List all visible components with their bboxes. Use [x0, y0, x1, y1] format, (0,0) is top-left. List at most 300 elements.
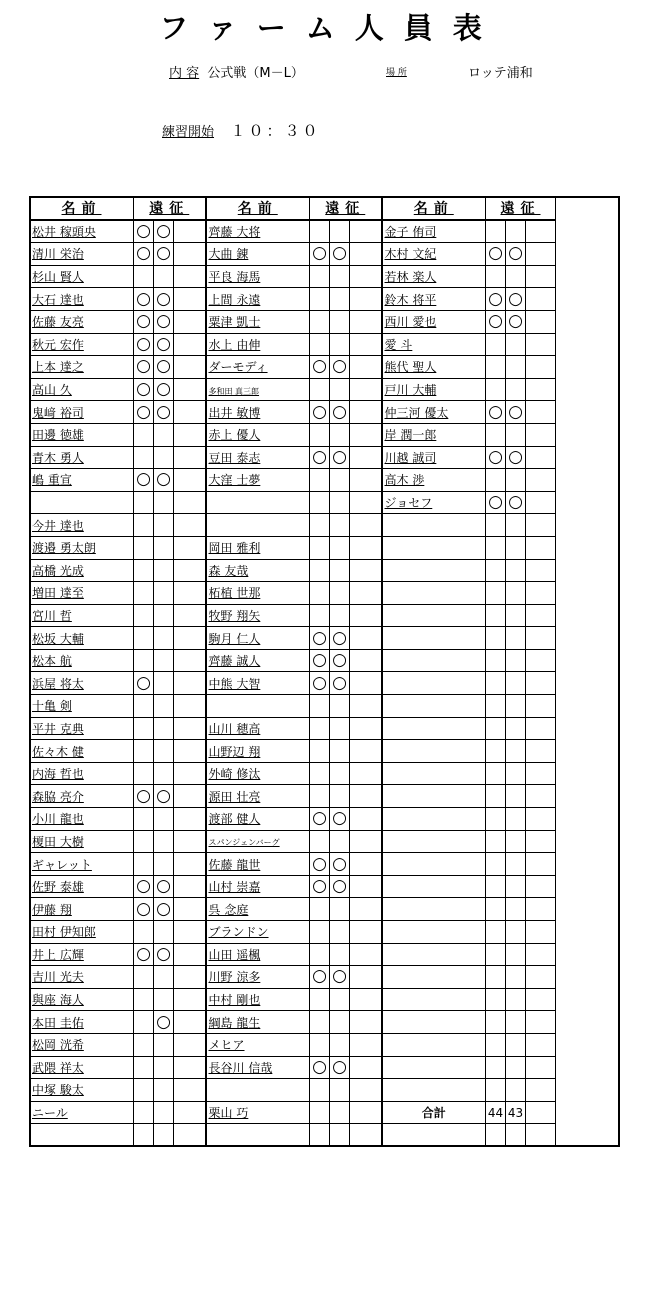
trip-blank — [350, 740, 382, 763]
start-label: 練習開始 — [162, 125, 215, 140]
player-name — [382, 265, 486, 288]
table-row — [30, 582, 556, 605]
trip-blank — [526, 830, 556, 853]
trip-mark-2 — [506, 785, 526, 808]
trip-mark-2 — [330, 988, 350, 1011]
trip-mark-1: ○ — [310, 875, 330, 898]
player-name-text: 川越 誠司 — [384, 450, 437, 465]
trip-mark-1: ○ — [310, 853, 330, 876]
trip-blank — [174, 672, 206, 695]
player-name — [30, 695, 134, 718]
player-name — [382, 875, 486, 898]
player-name-text: 清川 栄治 — [32, 247, 84, 262]
trip-blank — [350, 446, 382, 469]
trip-blank — [350, 559, 382, 582]
player-name — [382, 423, 486, 446]
table-row — [30, 921, 556, 944]
trip-mark-1 — [310, 1033, 330, 1056]
player-name-text: 武隈 祥太 — [32, 1060, 84, 1075]
player-name-text: 田邊 徳雄 — [32, 428, 84, 443]
trip-mark-2 — [154, 853, 174, 876]
trip-mark-2: ○ — [154, 785, 174, 808]
trip-mark-1: ○ — [486, 310, 506, 333]
player-name-text: 高山 久 — [32, 383, 72, 398]
player-name-text: 小川 龍也 — [32, 812, 84, 827]
trip-blank — [174, 559, 206, 582]
trip-mark-2: ○ — [330, 649, 350, 672]
trip-blank — [350, 785, 382, 808]
trip-blank — [174, 943, 206, 966]
player-name — [382, 559, 486, 582]
player-name — [382, 1033, 486, 1056]
table-row — [30, 898, 556, 921]
trip-mark-2 — [506, 514, 526, 537]
player-name-text: 佐藤 龍世 — [208, 857, 261, 872]
player-name — [206, 898, 310, 921]
trip-mark-1 — [486, 423, 506, 446]
player-name — [30, 356, 134, 379]
trip-blank — [350, 423, 382, 446]
player-name-text: 綱島 龍生 — [208, 1015, 261, 1030]
trip-blank — [174, 310, 206, 333]
player-name — [382, 582, 486, 605]
trip-mark-1 — [310, 469, 330, 492]
player-name — [382, 310, 486, 333]
trip-mark-2 — [154, 966, 174, 989]
trip-blank — [174, 469, 206, 492]
empty-cell — [154, 1124, 174, 1147]
trip-mark-1 — [486, 649, 506, 672]
trip-mark-1: ○ — [310, 401, 330, 424]
player-name-text: 長谷川 信哉 — [208, 1060, 273, 1075]
trip-mark-2 — [506, 808, 526, 831]
trip-blank — [526, 808, 556, 831]
trip-mark-2 — [330, 785, 350, 808]
player-name-text: 川野 涼多 — [208, 970, 261, 985]
table-row — [30, 536, 556, 559]
player-name — [206, 875, 310, 898]
trip-mark-2 — [506, 988, 526, 1011]
player-name-text: 駒月 仁人 — [208, 631, 261, 646]
trip-mark-1 — [310, 762, 330, 785]
trip-mark-2 — [506, 875, 526, 898]
trip-mark-2 — [154, 265, 174, 288]
player-name-text: 與座 海人 — [32, 993, 84, 1008]
trip-blank — [174, 333, 206, 356]
player-name — [30, 378, 134, 401]
table-row-empty — [30, 1124, 556, 1147]
player-name — [30, 898, 134, 921]
trip-blank — [174, 988, 206, 1011]
trip-mark-2 — [154, 514, 174, 537]
trip-mark-2: ○ — [330, 672, 350, 695]
trip-blank — [350, 401, 382, 424]
player-name — [382, 717, 486, 740]
empty-cell — [330, 1124, 350, 1147]
player-name — [206, 423, 310, 446]
empty-cell — [526, 1124, 556, 1147]
trip-mark-1: ○ — [310, 649, 330, 672]
trip-mark-2 — [330, 220, 350, 243]
player-name-text: 岸 潤一郎 — [384, 428, 437, 443]
player-name-text: 木村 文紀 — [384, 247, 437, 262]
player-name — [382, 514, 486, 537]
player-name-text: 伊藤 翔 — [32, 902, 72, 917]
table-row — [30, 672, 556, 695]
trip-mark-1 — [486, 469, 506, 492]
trip-blank — [526, 243, 556, 266]
player-name — [206, 514, 310, 537]
trip-blank — [174, 491, 206, 514]
trip-mark-2 — [154, 762, 174, 785]
trip-mark-1 — [486, 582, 506, 605]
player-name — [382, 785, 486, 808]
player-name-text: 松本 航 — [32, 654, 72, 669]
player-name-text: 山村 崇嘉 — [208, 880, 261, 895]
player-name — [382, 898, 486, 921]
trip-mark-2 — [506, 469, 526, 492]
player-name — [206, 762, 310, 785]
trip-mark-1 — [486, 717, 506, 740]
trip-blank — [174, 514, 206, 537]
trip-mark-2 — [154, 740, 174, 763]
trip-mark-1 — [134, 491, 154, 514]
trip-blank — [174, 288, 206, 311]
trip-mark-2: ○ — [154, 898, 174, 921]
player-name — [30, 514, 134, 537]
trip-mark-1 — [486, 333, 506, 356]
trip-mark-1 — [134, 514, 154, 537]
trip-mark-2 — [330, 830, 350, 853]
trip-mark-2 — [506, 1079, 526, 1102]
trip-mark-2: ○ — [330, 1056, 350, 1079]
player-name — [30, 672, 134, 695]
trip-mark-1 — [310, 604, 330, 627]
trip-blank — [526, 921, 556, 944]
trip-mark-2 — [506, 604, 526, 627]
player-name — [206, 1079, 310, 1102]
trip-mark-1 — [310, 310, 330, 333]
trip-blank — [350, 310, 382, 333]
trip-mark-2: ○ — [330, 446, 350, 469]
player-name — [382, 808, 486, 831]
player-name — [30, 559, 134, 582]
trip-mark-2: ○ — [154, 943, 174, 966]
trip-blank — [350, 514, 382, 537]
trip-mark-2: ○ — [154, 1011, 174, 1034]
trip-mark-1: ○ — [310, 966, 330, 989]
empty-cell — [134, 1124, 154, 1147]
trip-mark-2 — [154, 1079, 174, 1102]
trip-mark-2 — [330, 559, 350, 582]
player-name-text: 松岡 洸希 — [32, 1038, 84, 1053]
trip-mark-1: ○ — [134, 898, 154, 921]
trip-blank — [526, 672, 556, 695]
player-name — [30, 265, 134, 288]
trip-mark-2 — [154, 695, 174, 718]
trip-blank — [350, 356, 382, 379]
trip-mark-1: ○ — [486, 243, 506, 266]
trip-blank — [174, 740, 206, 763]
player-name-text: 戸川 大輔 — [384, 383, 437, 398]
empty-cell — [506, 1124, 526, 1147]
player-name-text: 牧野 翔矢 — [208, 608, 261, 623]
trip-mark-2 — [154, 627, 174, 650]
trip-mark-2 — [154, 491, 174, 514]
trip-blank — [174, 378, 206, 401]
player-name — [206, 288, 310, 311]
trip-mark-2 — [506, 853, 526, 876]
trip-blank — [350, 988, 382, 1011]
player-name — [30, 604, 134, 627]
player-name — [382, 220, 486, 243]
table-row — [30, 423, 556, 446]
player-name — [30, 966, 134, 989]
trip-mark-1 — [310, 220, 330, 243]
table-row — [30, 740, 556, 763]
trip-mark-2 — [330, 1101, 350, 1124]
trip-mark-2: ○ — [330, 853, 350, 876]
trip-mark-2 — [154, 446, 174, 469]
trip-blank — [526, 491, 556, 514]
player-name-text: ジョセフ — [384, 496, 433, 511]
table-row — [30, 1056, 556, 1079]
trip-mark-2 — [330, 695, 350, 718]
trip-blank — [350, 853, 382, 876]
trip-mark-1 — [134, 1101, 154, 1124]
player-name — [30, 875, 134, 898]
trip-mark-1 — [134, 988, 154, 1011]
player-name-text: 齊藤 誠人 — [208, 654, 261, 669]
player-name-text: 吉川 光夫 — [32, 970, 84, 985]
player-name-text: 多和田 真三郎 — [208, 386, 260, 396]
trip-mark-2 — [506, 423, 526, 446]
trip-blank — [350, 627, 382, 650]
trip-blank — [526, 559, 556, 582]
player-name-text: 渡邉 勇太朗 — [32, 541, 96, 556]
trip-mark-1 — [486, 1056, 506, 1079]
trip-mark-2: ○ — [330, 808, 350, 831]
trip-mark-2 — [330, 717, 350, 740]
trip-mark-1: ○ — [310, 808, 330, 831]
player-name — [206, 265, 310, 288]
trip-blank — [350, 966, 382, 989]
player-name-text: 田村 伊知郎 — [32, 925, 96, 940]
trip-mark-2 — [154, 582, 174, 605]
trip-mark-1 — [134, 536, 154, 559]
player-name-text: 今井 達也 — [32, 518, 84, 533]
trip-blank — [526, 333, 556, 356]
player-name — [206, 220, 310, 243]
player-name — [206, 243, 310, 266]
content-row — [169, 62, 304, 81]
empty-cell — [350, 1124, 382, 1147]
trip-mark-2: ○ — [154, 875, 174, 898]
trip-mark-1: ○ — [134, 243, 154, 266]
trip-mark-1 — [134, 830, 154, 853]
trip-mark-2 — [154, 649, 174, 672]
trip-mark-2 — [506, 921, 526, 944]
trip-blank — [174, 423, 206, 446]
trip-mark-1 — [486, 559, 506, 582]
player-name — [206, 921, 310, 944]
trip-mark-1 — [134, 695, 154, 718]
trip-blank — [350, 672, 382, 695]
player-name — [206, 469, 310, 492]
trip-blank — [526, 717, 556, 740]
trip-blank — [526, 853, 556, 876]
trip-mark-2: ○ — [506, 288, 526, 311]
trip-mark-2 — [330, 1033, 350, 1056]
player-name — [382, 627, 486, 650]
player-name-text: 松坂 大輔 — [32, 631, 84, 646]
trip-mark-1 — [310, 695, 330, 718]
trip-mark-2 — [330, 536, 350, 559]
trip-mark-1: ○ — [310, 356, 330, 379]
trip-mark-1 — [486, 921, 506, 944]
place-value: ロッテ浦和 — [468, 66, 533, 81]
trip-blank — [350, 717, 382, 740]
trip-blank — [174, 1033, 206, 1056]
trip-blank — [174, 243, 206, 266]
player-name-text: 外崎 修汰 — [208, 767, 261, 782]
trip-mark-1 — [310, 378, 330, 401]
trip-mark-2 — [506, 830, 526, 853]
player-name — [30, 491, 134, 514]
trip-mark-2 — [330, 469, 350, 492]
player-name — [206, 310, 310, 333]
start-row — [162, 120, 321, 141]
player-name — [30, 243, 134, 266]
player-name — [206, 808, 310, 831]
player-name — [30, 469, 134, 492]
player-name — [30, 582, 134, 605]
player-name-text: 佐野 泰雄 — [32, 880, 84, 895]
player-name-text: 森脇 亮介 — [32, 789, 84, 804]
trip-blank — [526, 423, 556, 446]
trip-mark-1: ○ — [310, 627, 330, 650]
player-name — [382, 378, 486, 401]
trip-mark-2 — [506, 1056, 526, 1079]
trip-mark-1 — [310, 559, 330, 582]
trip-mark-1 — [486, 785, 506, 808]
table-row — [30, 1011, 556, 1034]
trip-blank — [350, 898, 382, 921]
player-name — [30, 762, 134, 785]
player-name — [382, 469, 486, 492]
trip-mark-1 — [134, 717, 154, 740]
header-name-label: 名前 — [413, 200, 454, 217]
trip-blank — [174, 401, 206, 424]
table-row — [30, 514, 556, 537]
player-name-text: 佐々木 健 — [32, 744, 84, 759]
player-name — [30, 401, 134, 424]
trip-mark-1: ○ — [134, 672, 154, 695]
player-name — [206, 491, 310, 514]
trip-blank — [526, 898, 556, 921]
table-row — [30, 559, 556, 582]
page-title: ファーム人員表 — [159, 11, 502, 45]
trip-mark-2 — [330, 1011, 350, 1034]
trip-mark-1 — [486, 808, 506, 831]
trip-blank — [350, 695, 382, 718]
table-row — [30, 830, 556, 853]
trip-mark-2 — [506, 627, 526, 650]
player-name-text: 嶋 重宣 — [32, 473, 72, 488]
player-name — [30, 333, 134, 356]
start-value: １０：３０ — [230, 122, 321, 140]
trip-mark-2 — [506, 717, 526, 740]
table-row — [30, 966, 556, 989]
player-name-text: ニール — [32, 1106, 68, 1121]
trip-mark-2: ○ — [330, 356, 350, 379]
player-name-text: 西川 愛也 — [384, 315, 437, 330]
trip-blank — [350, 830, 382, 853]
player-name-text: 中塚 駿太 — [32, 1083, 84, 1098]
player-name-text: 榎田 大樹 — [32, 834, 84, 849]
trip-blank — [526, 604, 556, 627]
trip-mark-2: ○ — [154, 310, 174, 333]
trip-blank — [174, 1056, 206, 1079]
table-row — [30, 649, 556, 672]
header-trip-label: 遠征 — [149, 200, 190, 217]
trip-mark-1 — [134, 1011, 154, 1034]
trip-mark-1: ○ — [134, 333, 154, 356]
trip-blank — [526, 785, 556, 808]
trip-mark-2: ○ — [154, 288, 174, 311]
trip-mark-2: ○ — [330, 966, 350, 989]
trip-blank — [174, 1079, 206, 1102]
trip-mark-1 — [134, 559, 154, 582]
player-name-text: 森 友哉 — [208, 563, 249, 578]
table-row — [30, 288, 556, 311]
player-name — [30, 808, 134, 831]
player-name — [382, 943, 486, 966]
trip-mark-1 — [310, 1079, 330, 1102]
trip-mark-2 — [506, 378, 526, 401]
player-name — [382, 446, 486, 469]
player-name — [30, 446, 134, 469]
player-name — [382, 604, 486, 627]
player-name — [206, 378, 310, 401]
table-row — [30, 1033, 556, 1056]
trip-mark-2 — [330, 1079, 350, 1102]
player-name-text: 呉 念庭 — [208, 902, 249, 917]
trip-mark-2 — [330, 310, 350, 333]
trip-blank — [350, 582, 382, 605]
trip-blank — [174, 695, 206, 718]
trip-blank — [174, 966, 206, 989]
player-name-text: 佐藤 友亮 — [32, 315, 84, 330]
trip-mark-2 — [330, 491, 350, 514]
trip-mark-2 — [154, 536, 174, 559]
player-name-text: 渡部 健人 — [208, 812, 261, 827]
trip-blank — [526, 762, 556, 785]
player-name — [206, 785, 310, 808]
trip-mark-1 — [486, 988, 506, 1011]
trip-blank — [526, 265, 556, 288]
trip-mark-1 — [486, 830, 506, 853]
table-row — [30, 378, 556, 401]
header-trip-label: 遠征 — [500, 200, 541, 217]
trip-blank — [526, 288, 556, 311]
player-name — [382, 762, 486, 785]
trip-mark-2 — [506, 898, 526, 921]
trip-blank — [526, 514, 556, 537]
player-name — [30, 740, 134, 763]
trip-mark-2: ○ — [154, 469, 174, 492]
player-name-text: 熊代 聖人 — [384, 360, 437, 375]
